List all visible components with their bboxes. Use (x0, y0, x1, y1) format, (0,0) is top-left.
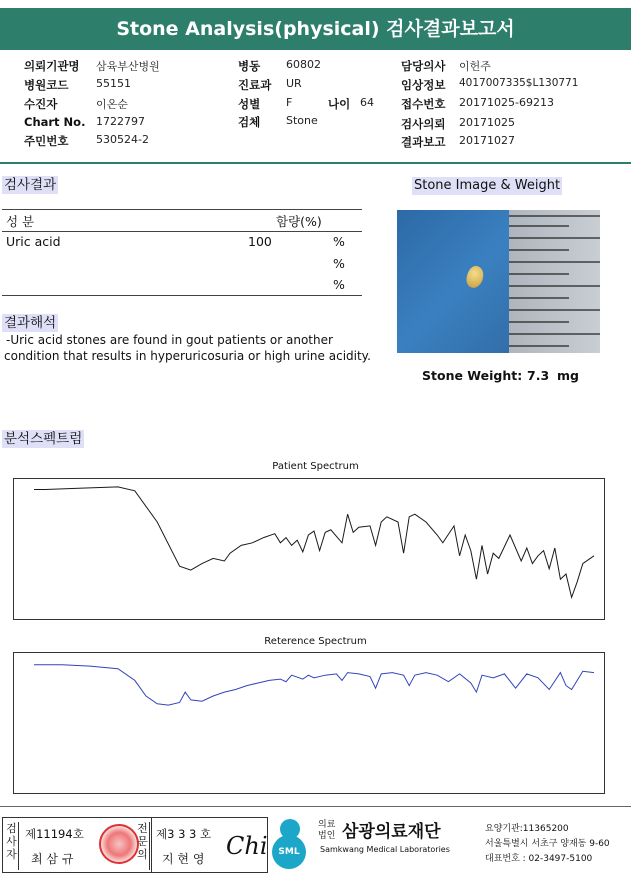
chart-value: 1722797 (96, 115, 145, 128)
table-bottom-rule (2, 295, 362, 296)
request-value: 20171025 (459, 116, 515, 129)
doctor-value: 이헌주 (459, 60, 491, 73)
code-label: 병원코드 (24, 78, 69, 92)
reference-spectrum-line (34, 665, 594, 705)
receipt-label: 접수번호 (401, 97, 446, 111)
code-value: 55151 (96, 77, 131, 90)
divider (0, 806, 631, 807)
receipt-value: 20171025-69213 (459, 96, 554, 109)
patient-spectrum-svg (14, 479, 604, 619)
registration: 요양기관:11365200 (485, 824, 569, 834)
ward-value: 60802 (286, 58, 321, 71)
chart-label: Chart No. (24, 115, 86, 129)
interpretation-heading: 결과해석 (4, 315, 57, 331)
patient-info (0, 52, 631, 164)
resident-value: 530524-2 (96, 133, 149, 146)
specimen-value: Stone (286, 114, 318, 127)
interpretation-line: -Uric acid stones are found in gout patients or another (6, 333, 333, 347)
doctor-label: 담당의사 (401, 59, 446, 73)
weight-value: 7.3 (527, 368, 550, 383)
corp-type: 의료법인 (318, 820, 336, 841)
stone (464, 264, 487, 290)
examiner-vertical-label: 검사자 (5, 822, 19, 870)
row-component: Uric acid (6, 234, 61, 249)
request-label: 검사의뢰 (401, 117, 446, 131)
patient-spectrum-title: Patient Spectrum (272, 461, 359, 472)
sex-value: F (286, 96, 293, 109)
hospital-label: 의뢰기관명 (24, 59, 80, 73)
hospital-value: 삼육부산병원 (96, 60, 160, 73)
address: 서울특별시 서초구 양재동 9-60 (485, 839, 610, 849)
result-date-value: 20171027 (459, 134, 515, 147)
sex-label: 성별 (238, 97, 261, 111)
dept-label: 진료과 (238, 78, 272, 92)
specialist-name: 지 현 영 (162, 852, 205, 866)
weight-label: Stone Weight: (422, 368, 523, 383)
examiner-name: 최 삼 규 (31, 852, 74, 866)
signature: Chi (226, 832, 268, 860)
row-unit: % (333, 234, 345, 249)
specialist-vertical-label: 전문의 (136, 822, 150, 870)
org-english: Samkwang Medical Laboratories (320, 845, 450, 854)
patient-spectrum-chart (13, 478, 605, 620)
result-date-label: 결과보고 (401, 135, 446, 149)
specialist-box (134, 817, 268, 873)
resident-label: 주민번호 (24, 134, 69, 148)
reference-spectrum-svg (14, 653, 604, 793)
stone-photo (397, 210, 600, 353)
footer (0, 815, 631, 875)
age-label: 나이 (328, 97, 351, 111)
examiner-number: 제11194호 (25, 827, 84, 841)
collector-label: 수진자 (24, 97, 58, 111)
table-top-rule (2, 209, 362, 210)
ruler (509, 210, 600, 353)
org-name: 삼광의료재단 (342, 822, 441, 842)
reference-spectrum-title: Reterence Spectrum (264, 636, 367, 647)
examiner-box (2, 817, 152, 873)
row-value: 100 (248, 234, 272, 249)
column-content: 함량(%) (276, 214, 322, 229)
weight-unit: mg (557, 368, 579, 383)
report-title: Stone Analysis(physical) 검사결과보고서 (0, 8, 631, 50)
spectrum-heading: 분석스펙트럼 (4, 431, 83, 447)
row-unit: % (333, 277, 345, 292)
specialist-number: 제3 3 3 호 (156, 827, 212, 841)
interpretation-line: condition that results in hyperuricosuria or high urine acidity. (4, 349, 371, 363)
row-unit: % (333, 256, 345, 271)
stone-heading: Stone Image & Weight (414, 178, 561, 193)
clinical-value: 4017007335$L130771 (459, 77, 579, 89)
collector-value: 이온순 (96, 98, 128, 111)
age-value: 64 (360, 96, 374, 109)
sml-logo-text: SML (272, 835, 306, 869)
ward-label: 병동 (238, 59, 261, 73)
specimen-label: 검체 (238, 115, 261, 129)
results-heading: 검사결과 (4, 177, 57, 193)
patient-spectrum-line (34, 487, 594, 598)
phone: 대표번호 : 02-3497-5100 (485, 854, 593, 864)
table-header-rule (2, 231, 362, 232)
column-component: 성 분 (6, 214, 35, 229)
dept-value: UR (286, 77, 302, 90)
reference-spectrum-chart (13, 652, 605, 794)
clinical-label: 임상정보 (401, 78, 446, 92)
seal-icon (99, 824, 139, 864)
sml-logo-icon (272, 819, 314, 871)
